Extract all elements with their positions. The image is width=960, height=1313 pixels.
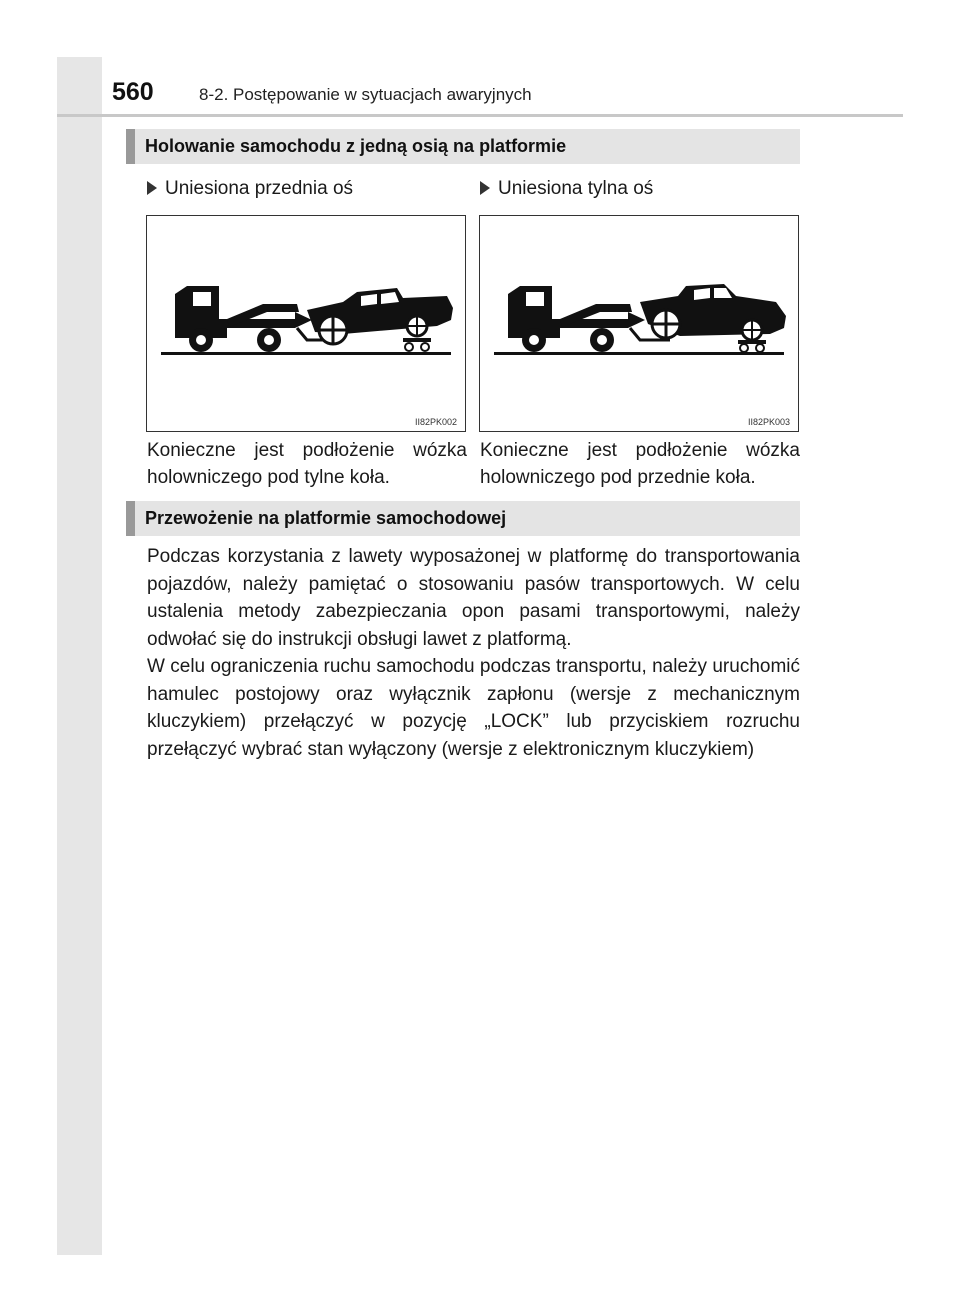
bullet-rear-axle [480, 178, 653, 200]
pickup-truck-icon [640, 284, 786, 340]
bullet-label: Uniesiona tylna oś [498, 178, 654, 199]
margin-band [57, 57, 102, 1255]
section-accent [126, 501, 135, 536]
tow-truck-icon [508, 286, 645, 352]
page-number: 560 [112, 78, 154, 106]
paragraph-straps: Podczas korzystania z lawety wyposażonej w platformę do transportowania pojazdów, należy pamiętać o stosowaniu pasów transportowych. W celu ustalenia metody zabezpieczania opon pasami transportowymi, należy odwołać się do instrukcji obsługi lawet z platformą. [147, 546, 800, 650]
figure-rear-axle-lifted [479, 215, 799, 432]
header-rule [57, 114, 903, 117]
section-heading-transport [126, 501, 800, 536]
dolly-wheel-icon [738, 340, 766, 352]
paragraph-parking-brake: W celu ograniczenia ruchu samochodu podczas transportu, należy uruchomić hamulec postojowy oraz wyłącznik zapłonu (wersje z mechanicznym kluczykiem) przełączyć w pozycję „LOCK” lub przyciskiem rozruchu przełączyć wybrać stan wyłączony (wersje z elektronicznym kluczykiem) [147, 656, 800, 760]
figure-front-axle-lifted [146, 215, 466, 432]
figure-code: II82PK003 [747, 417, 790, 427]
bullet-front-axle [147, 178, 353, 200]
running-head: 8-2. Postępowanie w sytuacjach awaryjnych [199, 85, 532, 104]
section-heading-towing [126, 129, 800, 164]
dolly-wheel-icon [403, 338, 431, 351]
towing-illustration [480, 216, 798, 431]
section-accent [126, 129, 135, 164]
bullet-label: Uniesiona przednia oś [165, 178, 354, 199]
pickup-truck-icon [307, 288, 453, 344]
towing-illustration [147, 216, 465, 431]
caption-rear-axle: Konieczne jest podłożenie wózka holowniczego pod przednie koła. [480, 440, 800, 488]
arrow-bullet-icon [480, 181, 490, 195]
arrow-bullet-icon [147, 181, 157, 195]
figure-code: II82PK002 [414, 417, 457, 427]
section-title: Holowanie samochodu z jedną osią na platformie [145, 136, 567, 156]
section-title: Przewożenie na platformie samochodowej [145, 508, 507, 528]
tow-truck-icon [175, 286, 312, 352]
caption-front-axle: Konieczne jest podłożenie wózka holowniczego pod tylne koła. [147, 440, 467, 488]
